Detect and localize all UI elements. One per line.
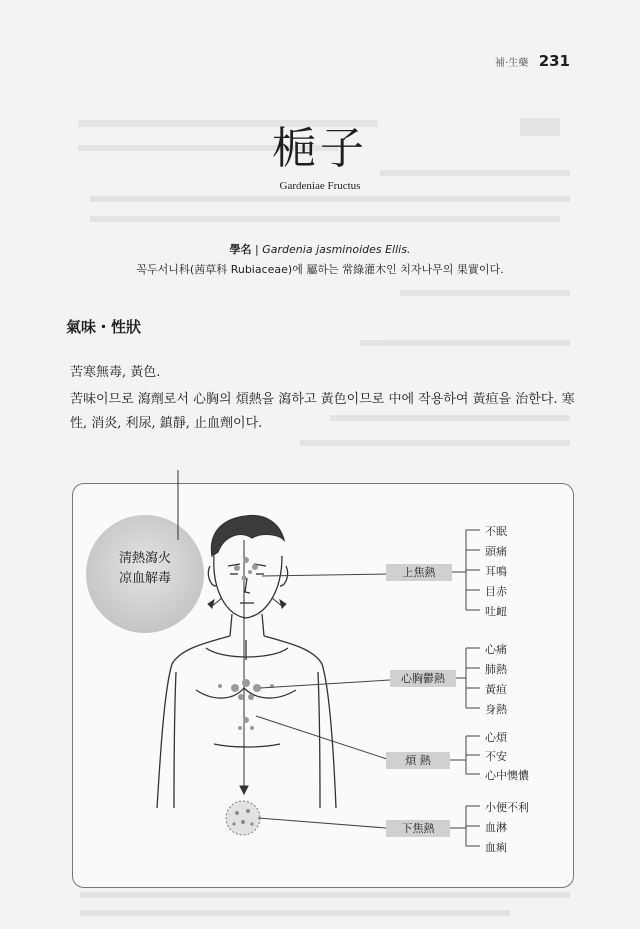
label-lower-burner-heat: 下焦熱 <box>386 820 450 837</box>
label-upper-burner-heat: 上焦熱 <box>386 564 452 581</box>
paragraph-taste: 苦寒無毒, 黃色. <box>70 365 161 380</box>
paragraph-action: 苦味이므로 瀉劑로서 心胸의 煩熱을 瀉하고 黃色이므로 中에 작용하여 黃疸을 治한다. 寒性, 消炎, 利尿, 鎮靜, 止血劑이다. <box>70 392 575 431</box>
scientific-name: Gardenia jasminoides Ellis. <box>262 243 411 256</box>
family-line: 꼭두서니科(茜草科 Rubiaceae)에 屬하는 常綠灌木인 치자나무의 果實이다. <box>136 263 504 276</box>
label-chest-stagnant-heat: 心胸鬱熱 <box>390 670 456 687</box>
symptom-item: 身熱 <box>485 703 507 716</box>
page-number: 231 <box>538 52 570 70</box>
symptom-item: 不眠 <box>485 525 507 538</box>
symptom-item: 心中懊憹 <box>485 769 529 782</box>
symptom-item: 不安 <box>485 750 507 763</box>
symptom-item: 心煩 <box>485 731 507 744</box>
symptom-item: 黃疸 <box>485 683 507 696</box>
symptom-item: 耳鳴 <box>485 565 507 578</box>
circle-line-2: 凉血解毒 <box>118 571 171 586</box>
symptom-item: 吐衄 <box>485 605 507 618</box>
separator: | <box>255 243 259 256</box>
label-vexing-heat: 煩 熱 <box>386 752 450 769</box>
section-title: 氣味・性狀 <box>66 318 142 336</box>
symptom-item: 血痢 <box>485 841 507 854</box>
header-section: 補·生藥 <box>495 58 529 69</box>
scientific-name-label: 學名 <box>229 243 252 256</box>
entry-title: 梔子 <box>272 123 368 174</box>
symptom-item: 小便不利 <box>485 801 529 814</box>
symptom-item: 目赤 <box>485 585 507 598</box>
symptom-item: 心痛 <box>485 643 507 656</box>
symptom-item: 肺熱 <box>485 663 507 676</box>
symptom-item: 血淋 <box>485 821 507 834</box>
latin-name: Gardeniae Fructus <box>279 180 361 192</box>
circle-line-1: 淸熱瀉火 <box>118 551 171 566</box>
symptom-item: 頭痛 <box>485 545 507 558</box>
